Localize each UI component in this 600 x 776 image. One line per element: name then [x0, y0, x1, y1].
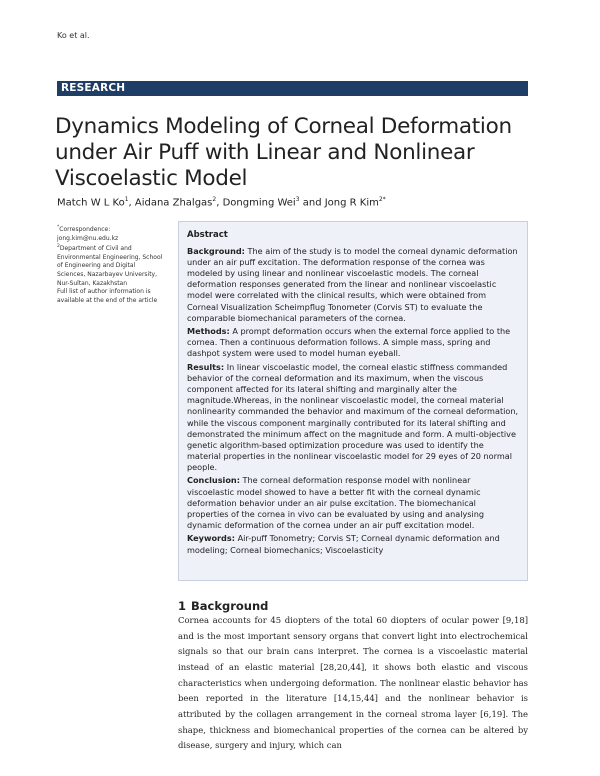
author-affiliation-mark: 2*: [378, 196, 386, 203]
author-name: Jong R Kim: [324, 197, 379, 209]
abstract-methods: [187, 326, 519, 359]
author-list: [57, 196, 386, 208]
author-affiliation-mark: 3: [295, 196, 300, 203]
abstract-background-text: The aim of the study is to model the corneal dynamic deformation under an air puff excitation. The deformation response of the cornea was modeled by using linear and nonlinear viscoelastic models. The corneal deformation responses generated from the linear and nonlinear viscoelastic model were correlated with the clinical results, which were obtained from Corneal Visualization Scheimpflug Tonometer (Corvis ST) to evaluate the comparable biomechanical parameters of the cornea.: [187, 246, 518, 323]
author-name: Match W L Ko: [57, 197, 125, 209]
abstract-conclusion: [187, 475, 519, 530]
paper-title: Dynamics Modeling of Corneal Deformation under Air Puff with Linear and Nonlinear Viscoelastic Model: [55, 114, 512, 191]
author-name: Aidana Zhalgas: [134, 197, 213, 209]
section-body-text: Cornea accounts for 45 diopters of the total 60 diopters of ocular power [9,18] and is the most important sensory organs that convert light into electrochemical signals so that our brain cans interpret. The cornea is a viscoelastic material instead of an elastic material [28,20,44], it shows both elastic and viscous characteristics when undergoing deformation. The nonlinear elastic behavior has been reported in the literature [14,15,44] and the nonlinear behavior is attributed by the collagen arrangement in the corneal stroma layer [6,19]. The shape, thickness and biomechanical properties of the cornea can be altered by disease, surgery and injury, which can: [178, 615, 528, 751]
abstract-conclusion-text: The corneal deformation response model with nonlinear viscoelastic model showed to have a better fit with the corneal dynamic deformation behavior under an air pulse excitation. The biomechanical properties of the cornea in vivo can be evaluated by using and analysing dynamic deformation of the cornea under an air puff excitation model.: [187, 475, 485, 530]
author-separator: ,: [128, 197, 135, 209]
abstract-methods-text: A prompt deformation occurs when the external force applied to the cornea. Then a continuous deformation follows. A simple mass, spring and dashpot system were used to model human eyeball.: [187, 326, 511, 359]
correspondence-email[interactable]: jong.kim@nu.edu.kz: [57, 234, 119, 242]
correspondence-mark: *: [57, 225, 60, 230]
abstract-keywords-text: Air-puff Tonometry; Corvis ST; Corneal dynamic deformation and modeling; Corneal biomechanics; Viscoelasticity: [187, 533, 500, 555]
abstract-methods-label: Methods:: [187, 326, 230, 337]
author-name: Dongming Wei: [222, 197, 296, 209]
author-info-note: Full list of author information is available at the end of the article: [57, 288, 158, 304]
article-type-banner: RESEARCH: [57, 81, 528, 96]
author-affiliation-mark: 2: [212, 196, 217, 203]
author-separator: ,: [216, 197, 223, 209]
abstract-results-label: Results:: [187, 362, 225, 373]
abstract-background-label: Background:: [187, 246, 245, 257]
author-info-sidebar: [57, 224, 163, 305]
abstract-results-text: In linear viscoelastic model, the corneal elastic stiffness commanded behavior of the corneal deformation and its maximum, when the viscous component affected for its lateral shifting and marginally alter the magnitude.Whereas, in the nonlinear viscoelastic model, the corneal material nonlinearity commanded the behavior and maximum of the corneal deformation, while the viscous component marginally contributed for its lateral shifting and demonstrated the minimum affect on the magnitude and form. A multi-objective genetic algorithm-based optimization procedure was used to identify the material properties in the nonlinear viscoelastic model for 29 eyes of 20 normal people.: [187, 362, 519, 472]
abstract-box: [178, 221, 528, 581]
running-header-author: Ko et al.: [57, 31, 90, 40]
author-separator: and: [299, 197, 325, 209]
abstract-results: [187, 362, 519, 473]
affiliation-mark: 2: [57, 244, 60, 250]
author-affiliation-mark: 1: [124, 196, 129, 203]
correspondence-text: Correspondence:: [59, 226, 111, 233]
abstract-keywords: [187, 533, 519, 555]
abstract-heading: Abstract: [187, 230, 228, 240]
abstract-keywords-label: Keywords:: [187, 533, 235, 544]
section-title: Background: [191, 599, 269, 613]
affiliation: [57, 243, 163, 288]
section-heading: [178, 599, 268, 613]
correspondence-label: [57, 224, 163, 235]
affiliation-text: Department of Civil and Environmental Engineering, School of Engineering and Digital Sciences, Nazarbayev University, Nur-Sultan, Kazakhstan: [57, 245, 163, 287]
abstract-conclusion-label: Conclusion:: [187, 475, 240, 486]
section-number: 1: [178, 599, 187, 613]
abstract-background: [187, 246, 519, 324]
